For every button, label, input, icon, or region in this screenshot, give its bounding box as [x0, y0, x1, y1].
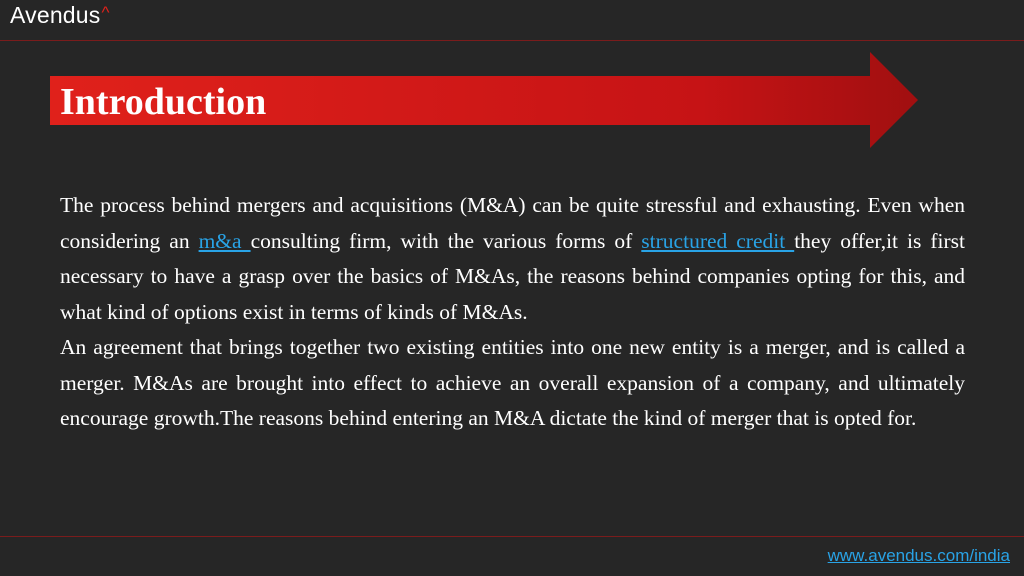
logo-caret-icon: ^	[101, 3, 110, 22]
header-divider	[0, 40, 1024, 41]
website-link[interactable]: www.avendus.com/india	[827, 546, 1010, 565]
avendus-logo	[10, 2, 110, 29]
footer-divider	[0, 536, 1024, 537]
m-and-a-link[interactable]: m&a	[198, 228, 251, 253]
intro-paragraph-2: An agreement that brings together two existing entities into one new entity is a merger, and is called a merger. M&As are brought into effect to achieve an overall expansion of a company, and ultimately encourage growth.The reasons behind entering an M&A dictate the kind of merger that is opted for.	[60, 335, 965, 430]
paragraph-text: The process behind mergers and acquisitions (M&A) can be quite stressful and exhausting. Even when considering an	[60, 193, 965, 253]
title-banner	[50, 52, 918, 148]
intro-paragraph-1	[60, 188, 965, 330]
paragraph-text: consulting firm, with the various forms of	[250, 228, 642, 253]
paragraph-text: they offer,it is first necessary to have a grasp over the basics of M&As, the reasons behind companies opting for this, and what kind of options exist in terms of kinds of M&As.	[60, 228, 965, 324]
structured-credit-link[interactable]: structured credit	[641, 228, 795, 253]
intro-body	[60, 188, 965, 437]
logo-text: Avendus	[10, 2, 101, 28]
page-title: Introduction	[60, 81, 267, 123]
